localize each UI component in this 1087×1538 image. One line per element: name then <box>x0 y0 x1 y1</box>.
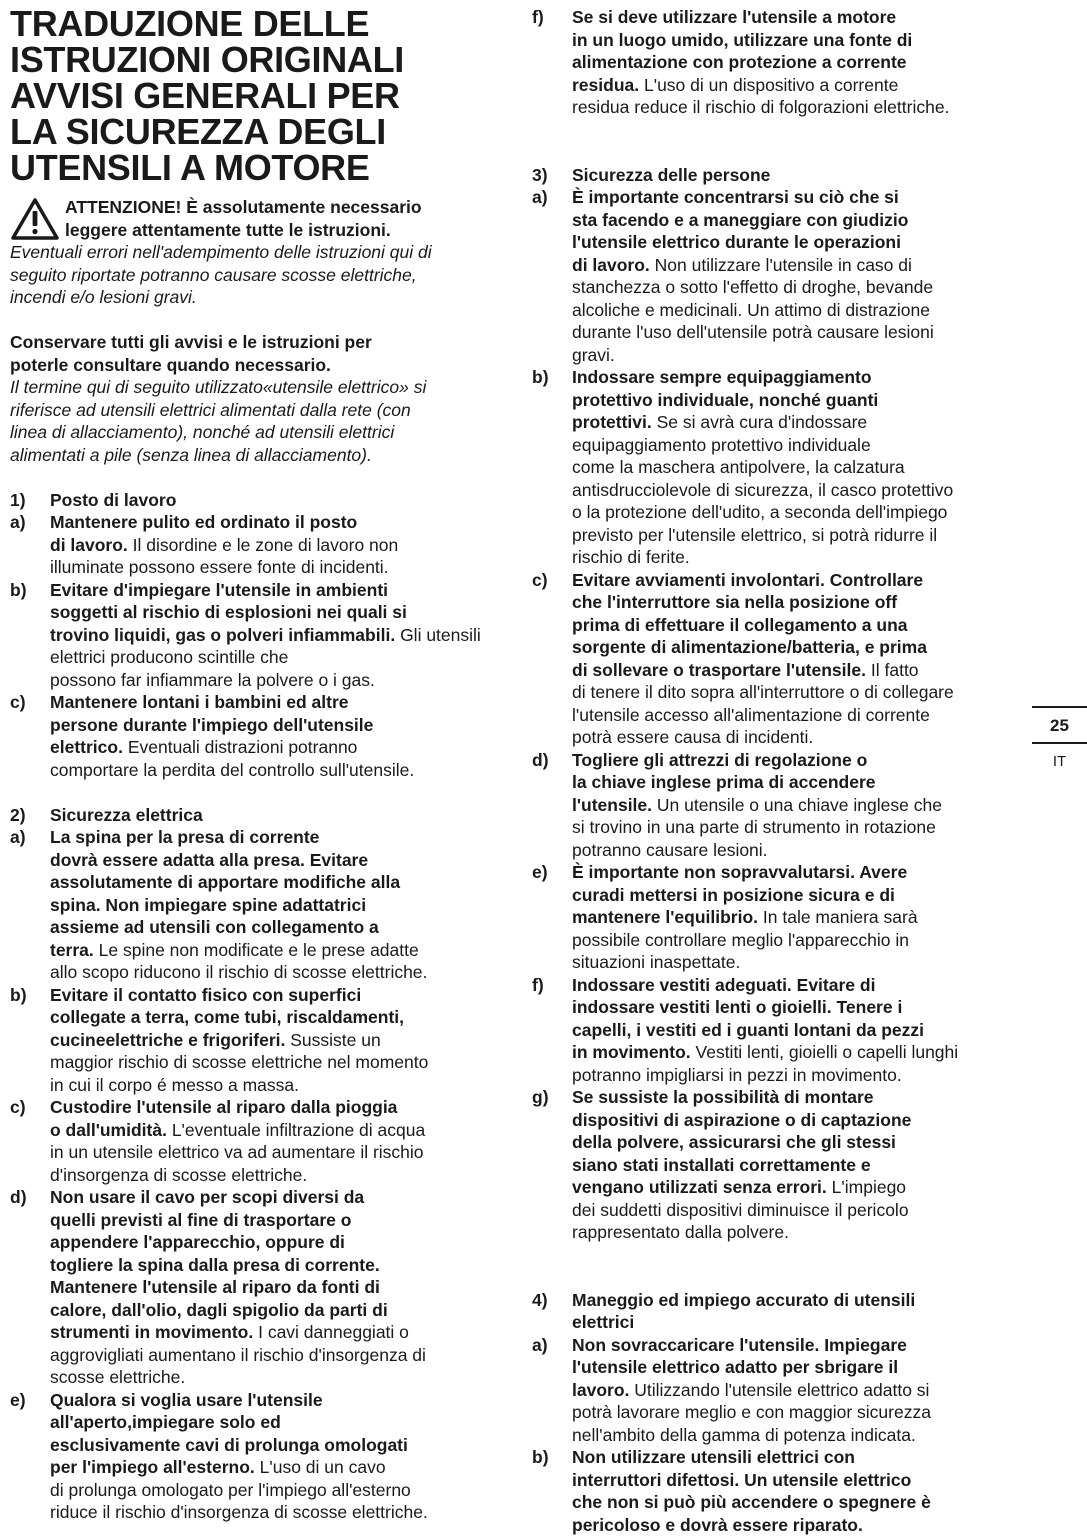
item-body-text: potrà essere causa di incidenti. <box>572 727 814 747</box>
item-line <box>572 456 1017 479</box>
left-column <box>10 3 498 1524</box>
instruction-item <box>532 861 1017 974</box>
item-bold-text: Non sovraccaricare l'utensile. Impiegare <box>572 1334 907 1355</box>
item-body-text: o la protezione dell'udito, a seconda dell'impiego <box>572 502 948 522</box>
section-heading <box>10 489 498 512</box>
item-line <box>572 1491 1017 1514</box>
item-bold-text: interruttori difettosi. Un utensile elettrico <box>572 1469 912 1490</box>
item-bold-text: esclusivamente cavi di prolunga omologati <box>50 1434 408 1455</box>
item-bold-text: Mantenere lontani i bambini ed altre <box>50 692 349 712</box>
item-line <box>50 1344 498 1367</box>
item-bold-text: alimentazione con protezione a corrente <box>572 52 907 72</box>
item-bold-text: spina. Non impiegare spine adattatrici <box>50 894 367 915</box>
item-line <box>572 1041 1017 1064</box>
instruction-item <box>532 974 1017 1087</box>
item-line <box>50 1029 498 1052</box>
item-line <box>50 1119 498 1142</box>
item-label: c) <box>10 1097 26 1117</box>
item-bold-text: terra. <box>50 939 94 960</box>
item-line <box>572 411 1017 434</box>
item-bold-text: Togliere gli attrezzi di regolazione o <box>572 749 868 770</box>
page-side-tab <box>1032 706 1087 772</box>
item-line <box>50 1141 498 1164</box>
item-body-text: Le spine non modificate e le prese adatte <box>98 939 419 960</box>
section-title: elettrici <box>572 1312 635 1332</box>
item-body-text: riduce il rischio d'insorgenza di scosse elettriche. <box>50 1502 428 1522</box>
item-bold-text: sorgente di alimentazione/batteria, e prima <box>572 637 927 657</box>
item-bold-text: sta facendo e a maneggiare con giudizio <box>572 209 909 230</box>
section-number: 3) <box>532 164 548 185</box>
item-line <box>50 691 498 714</box>
item-bold-text: collegate a terra, come tubi, riscaldamenti, <box>50 1007 405 1027</box>
item-bold-text: protettivo individuale, nonché guanti <box>572 389 879 410</box>
item-body-text: nell'ambito della gamma di potenza indicata. <box>572 1424 916 1445</box>
item-line <box>572 636 1017 659</box>
item-body-text: situazioni inaspettate. <box>572 952 741 972</box>
item-line <box>50 849 498 872</box>
item-line <box>50 894 498 917</box>
item-line <box>572 681 1017 704</box>
item-line <box>572 1334 1017 1357</box>
instruction-item <box>10 579 498 692</box>
instruction-item <box>532 6 1017 119</box>
item-bold-text: calore, dall'olio, dagli spigolio da parti di <box>50 1299 388 1320</box>
item-line <box>50 579 498 602</box>
item-body-text: equipaggiamento protettivo individuale <box>572 434 871 455</box>
item-bold-text: di sollevare o trasportare l'utensile. <box>572 659 866 680</box>
item-line <box>50 1411 498 1434</box>
item-line <box>50 1164 498 1187</box>
item-line <box>50 961 498 984</box>
section-number: 1) <box>10 489 26 510</box>
item-bold-text: dispositivi di aspirazione o di captazione <box>572 1109 912 1130</box>
item-body-text: dei suddetti dispositivi diminuisce il pericolo <box>572 1199 909 1220</box>
item-line <box>572 344 1017 367</box>
item-line <box>50 1254 498 1277</box>
item-line <box>572 1379 1017 1402</box>
item-line <box>50 1321 498 1344</box>
item-line <box>572 1109 1017 1132</box>
item-line <box>50 1434 498 1457</box>
item-line <box>572 906 1017 929</box>
item-bold-text: togliere la spina dalla presa di corrente. <box>50 1254 380 1275</box>
item-line <box>572 524 1017 547</box>
item-bold-text: residua. <box>572 74 640 95</box>
item-line <box>572 1131 1017 1154</box>
instruction-item <box>10 1186 498 1389</box>
item-line <box>572 254 1017 277</box>
item-bold-text: soggetti al rischio di esplosioni nei quali si <box>50 602 407 622</box>
item-label: a) <box>532 187 548 207</box>
title-line: AVVISI GENERALI PER <box>10 75 400 116</box>
item-line <box>50 714 498 737</box>
item-line <box>572 974 1017 997</box>
item-line <box>50 624 498 669</box>
item-body-text: scosse elettriche. <box>50 1367 186 1387</box>
item-line <box>50 826 498 849</box>
item-bold-text: in un luogo umido, utilizzare una fonte di <box>572 29 913 50</box>
item-bold-text: curadi mettersi in posizione sicura e di <box>572 884 895 905</box>
item-line <box>572 1086 1017 1109</box>
item-line <box>572 479 1017 502</box>
item-bold-text: appendere l'apparecchio, oppure di <box>50 1232 345 1252</box>
item-body-text: potrà lavorare meglio e con maggior sicurezza <box>572 1402 931 1422</box>
section-heading <box>10 804 498 827</box>
item-body-text: potranno impigliarsi in pezzi in movimento. <box>572 1064 902 1085</box>
item-line <box>50 534 498 557</box>
item-line <box>572 321 1017 344</box>
keep-instructions-block: Conservare tutti gli avvisi e le istruzioni per poterle consultare quando necessario. Il termine qui di seguito utilizzato«utensile elettrico» si riferisce ad utensili elettrici alimentati dalla rete (con linea di allacciamento), nonché ad utensili elettrici alimentati a pile (senza linea di allacciamento). <box>10 332 427 465</box>
instruction-item <box>532 569 1017 749</box>
section-title: Sicurezza delle persone <box>572 164 771 185</box>
item-bold-text: Evitare avviamenti involontari. Controllare <box>572 569 924 590</box>
item-bold-text: pericoloso e dovrà essere riparato. <box>572 1514 863 1535</box>
item-line <box>572 276 1017 299</box>
warning-block <box>10 196 498 309</box>
item-line <box>572 929 1017 952</box>
item-body-text: L'uso di un dispositivo a corrente <box>644 74 899 95</box>
item-body-text: Gli utensili elettrici producono scintille che <box>50 624 481 667</box>
item-line <box>50 1074 498 1097</box>
item-line <box>572 546 1017 569</box>
item-body-text: Il disordine e le zone di lavoro non <box>132 534 399 555</box>
item-bold-text: assolutamente di apportare modifiche alla <box>50 872 401 892</box>
item-bold-text: all'aperto,impiegare solo ed <box>50 1412 281 1432</box>
item-body-text: In tale maniera sarà <box>762 907 918 927</box>
item-bold-text: per l'impiego all'esterno. <box>50 1457 255 1477</box>
item-line <box>50 1299 498 1322</box>
item-body-text: rischio di ferite. <box>572 547 690 567</box>
warning-bold-text: ATTENZIONE! È assolutamente necessario leggere attentamente tutte le istruzioni. <box>65 197 422 240</box>
instruction-item <box>532 366 1017 569</box>
item-line <box>572 816 1017 839</box>
item-line <box>572 569 1017 592</box>
item-line <box>572 96 1017 119</box>
item-line <box>50 1051 498 1074</box>
item-line <box>572 299 1017 322</box>
item-body-text: possono far infiammare la polvere o i gas. <box>50 669 375 690</box>
item-body-text: L'uso di un cavo <box>259 1457 386 1477</box>
item-bold-text: Se si deve utilizzare l'utensile a motore <box>572 7 897 27</box>
item-line <box>50 1389 498 1412</box>
item-line <box>572 884 1017 907</box>
instruction-item <box>10 984 498 1097</box>
title-line: UTENSILI A MOTORE <box>10 147 370 188</box>
item-line <box>572 614 1017 637</box>
item-body-text: L'eventuale infiltrazione di acqua <box>171 1119 426 1140</box>
section-electrical-safety <box>10 804 498 1524</box>
item-line <box>50 984 498 1007</box>
language-code: IT <box>1052 753 1067 770</box>
item-line <box>50 1366 498 1389</box>
item-bold-text: Se sussiste la possibilità di montare <box>572 1087 874 1107</box>
item-bold-text: quelli previsti al fine di trasportare o <box>50 1209 352 1230</box>
item-line <box>572 1424 1017 1447</box>
item-bold-text: protettivi. <box>572 412 652 432</box>
item-bold-text: elettrico. <box>50 737 123 757</box>
instruction-item <box>10 826 498 984</box>
item-bold-text: mantenere l'equilibrio. <box>572 907 759 927</box>
item-label: b) <box>532 1447 549 1467</box>
item-body-text: durante l'uso dell'utensile potrà causare lesioni <box>572 322 934 342</box>
item-line <box>50 669 498 692</box>
item-bold-text: trovino liquidi, gas o polveri infiammabili. <box>50 624 396 645</box>
item-line <box>572 389 1017 412</box>
item-body-text: di tenere il dito sopra all'interruttore o di collegare <box>572 682 954 702</box>
item-body-text: Il fatto <box>870 659 919 680</box>
item-bold-text: l'utensile. <box>572 794 653 815</box>
title-line: ISTRUZIONI ORIGINALI <box>10 39 404 80</box>
item-bold-text: Evitare d'impiegare l'utensile in ambienti <box>50 579 389 600</box>
item-bold-text: o dall'umidità. <box>50 1119 167 1140</box>
item-body-text: rappresentato dalla polvere. <box>572 1222 789 1242</box>
item-body-text: maggior rischio di scosse elettriche nel momento <box>50 1052 429 1072</box>
item-line <box>572 1356 1017 1379</box>
item-bold-text: strumenti in movimento. <box>50 1322 254 1342</box>
item-line <box>50 1096 498 1119</box>
item-line <box>572 74 1017 97</box>
item-bold-text: Indossare vestiti adeguati. Evitare di <box>572 974 876 995</box>
item-label: c) <box>10 692 26 712</box>
item-body-text: possibile controllare meglio l'apparecchio in <box>572 929 909 950</box>
item-line <box>572 996 1017 1019</box>
item-bold-text: È importante non sopravvalutarsi. Avere <box>572 862 908 882</box>
section-personal-safety <box>532 164 1017 1244</box>
item-line <box>572 704 1017 727</box>
instruction-item <box>10 1096 498 1186</box>
item-line <box>50 511 498 534</box>
item-bold-text: in movimento. <box>572 1042 691 1062</box>
item-bold-text: dovrà essere adatta alla presa. Evitare <box>50 849 369 870</box>
item-body-text: Vestiti lenti, gioielli o capelli lunghi <box>695 1042 959 1062</box>
item-body-text: Un utensile o una chiave inglese che <box>656 794 942 815</box>
item-line <box>572 366 1017 389</box>
section-electrical-safety-continued <box>532 6 1017 119</box>
item-bold-text: che non si può più accendere o spegnere è <box>572 1492 931 1512</box>
item-line <box>572 1199 1017 1222</box>
item-bold-text: siano stati installati correttamente e <box>572 1154 871 1175</box>
item-label: d) <box>532 749 549 770</box>
item-line <box>572 591 1017 614</box>
item-label: f) <box>532 7 544 27</box>
item-body-text: Sussiste un <box>290 1029 381 1050</box>
item-label: f) <box>532 974 544 995</box>
item-line <box>572 659 1017 682</box>
item-line <box>572 231 1017 254</box>
instruction-item <box>532 1334 1017 1447</box>
item-body-text: come la maschera antipolvere, la calzatura <box>572 457 905 477</box>
item-body-text: d'insorgenza di scosse elettriche. <box>50 1164 308 1185</box>
item-bold-text: Mantenere pulito ed ordinato il posto <box>50 512 358 532</box>
item-bold-text: persone durante l'impiego dell'utensile <box>50 714 374 735</box>
section-tool-handling <box>532 1289 1017 1537</box>
item-line <box>50 1501 498 1524</box>
section-number: 4) <box>532 1289 548 1310</box>
item-line <box>572 186 1017 209</box>
item-bold-text: Non usare il cavo per scopi diversi da <box>50 1187 365 1207</box>
item-line <box>572 1514 1017 1537</box>
item-line <box>572 1401 1017 1424</box>
instruction-item <box>10 691 498 781</box>
instruction-item <box>532 749 1017 862</box>
item-line <box>50 1479 498 1502</box>
item-bold-text: La spina per la presa di corrente <box>50 827 320 847</box>
item-line <box>50 1456 498 1479</box>
item-label: b) <box>10 579 27 600</box>
item-label: a) <box>532 1334 548 1355</box>
item-bold-text: Custodire l'utensile al riparo dalla pioggia <box>50 1097 398 1117</box>
item-label: d) <box>10 1187 27 1207</box>
item-body-text: aggrovigliati aumentano il rischio d'insorgenza di <box>50 1344 426 1365</box>
item-bold-text: che l'interruttore sia nella posizione off <box>572 592 898 612</box>
item-bold-text: l'utensile elettrico adatto per sbrigare il <box>572 1357 899 1377</box>
item-line <box>572 1469 1017 1492</box>
item-label: b) <box>532 367 549 387</box>
item-body-text: in un utensile elettrico va ad aumentare il rischio <box>50 1142 424 1162</box>
item-bold-text: È importante concentrarsi su ciò che si <box>572 187 899 207</box>
item-body-text: comportare la perdita del controllo sull'utensile. <box>50 759 415 780</box>
item-body-text: antisdrucciolevole di sicurezza, il casco protettivo <box>572 479 954 500</box>
section-title: Maneggio ed impiego accurato di utensili <box>572 1289 916 1310</box>
instruction-item <box>532 1086 1017 1244</box>
page-title <box>10 3 498 188</box>
item-bold-text: della polvere, assicurarsi che gli stessi <box>572 1132 896 1152</box>
instruction-item <box>10 1389 498 1524</box>
item-body-text: Se si avrà cura d'indossare <box>656 412 868 432</box>
section-title: Sicurezza elettrica <box>50 804 203 825</box>
item-line <box>572 951 1017 974</box>
section-title: Posto di lavoro <box>50 489 177 510</box>
section-number: 2) <box>10 804 26 825</box>
item-bold-text: prima di effettuare il collegamento a una <box>572 614 908 635</box>
item-line <box>572 726 1017 749</box>
item-bold-text: Indossare sempre equipaggiamento <box>572 367 872 387</box>
item-line <box>572 51 1017 74</box>
item-line <box>572 794 1017 817</box>
item-body-text: Eventuali distrazioni potranno <box>127 737 358 757</box>
instruction-item <box>532 186 1017 366</box>
warning-italic-text: Eventuali errori nell'adempimento delle istruzioni qui di seguito riportate potranno causare scosse elettriche, incendi e/o lesioni gravi. <box>10 242 432 307</box>
item-label: e) <box>10 1389 26 1410</box>
item-bold-text: Non utilizzare utensili elettrici con <box>572 1447 855 1467</box>
title-line: TRADUZIONE DELLE <box>10 3 370 44</box>
item-line <box>572 209 1017 232</box>
item-line <box>572 771 1017 794</box>
item-line <box>572 839 1017 862</box>
item-body-text: Non utilizzare l'utensile in caso di <box>654 254 912 275</box>
item-line <box>50 1186 498 1209</box>
item-line <box>50 759 498 782</box>
item-label: g) <box>532 1087 549 1107</box>
item-body-text: I cavi danneggiati o <box>258 1322 409 1342</box>
item-body-text: potranno causare lesioni. <box>572 839 768 860</box>
instruction-item <box>10 511 498 579</box>
item-label: c) <box>532 569 548 590</box>
item-line <box>50 601 498 624</box>
item-body-text: di prolunga omologato per l'impiego all'esterno <box>50 1479 411 1500</box>
item-bold-text: la chiave inglese prima di accendere <box>572 772 876 792</box>
item-body-text: L'impiego <box>831 1177 907 1197</box>
item-bold-text: l'utensile elettrico durante le operazioni <box>572 232 901 252</box>
item-body-text: gravi. <box>572 344 615 365</box>
item-line <box>572 861 1017 884</box>
item-line <box>50 736 498 759</box>
item-line <box>572 1154 1017 1177</box>
item-bold-text: capelli, i vestiti ed i guanti lontani da pezzi <box>572 1019 925 1040</box>
item-line <box>572 1019 1017 1042</box>
item-line <box>572 434 1017 457</box>
item-label: e) <box>532 862 548 882</box>
section-workplace <box>10 489 498 782</box>
item-bold-text: indossare vestiti lenti o gioielli. Tenere i <box>572 997 903 1017</box>
item-body-text: in cui il corpo é messo a massa. <box>50 1074 299 1095</box>
item-bold-text: di lavoro. <box>572 254 650 275</box>
page-number: 25 <box>1050 716 1069 735</box>
section-heading <box>532 164 1017 187</box>
item-line <box>50 556 498 579</box>
item-line <box>572 1221 1017 1244</box>
item-line <box>50 1231 498 1254</box>
section-heading <box>532 1289 1017 1334</box>
item-body-text: si trovino in una parte di strumento in rotazione <box>572 817 936 837</box>
item-bold-text: Mantenere l'utensile al riparo da fonti di <box>50 1277 380 1297</box>
right-column <box>532 6 1017 1536</box>
item-bold-text: cucineelettriche e frigoriferi. <box>50 1029 286 1050</box>
item-body-text: illuminate possono essere fonte di incidenti. <box>50 557 389 577</box>
item-line <box>572 1446 1017 1469</box>
item-line <box>50 1276 498 1299</box>
item-label: a) <box>10 512 26 532</box>
item-line <box>50 871 498 894</box>
title-line: LA SICUREZZA DEGLI <box>10 111 386 152</box>
item-line <box>50 1209 498 1232</box>
item-body-text: allo scopo riducono il rischio di scosse elettriche. <box>50 962 428 982</box>
item-body-text: alcoliche e medicinali. Un attimo di distrazione <box>572 299 930 320</box>
item-bold-text: lavoro. <box>572 1379 630 1400</box>
item-body-text: stanchezza o sotto l'effetto di droghe, bevande <box>572 277 934 297</box>
item-body-text: Utilizzando l'utensile elettrico adatto si <box>634 1379 930 1400</box>
warning-triangle-icon <box>10 197 60 241</box>
item-line <box>572 29 1017 52</box>
item-body-text: residua reduce il rischio di folgorazioni elettriche. <box>572 97 950 117</box>
item-body-text: previsto per l'utensile elettrico, si potrà ridurre il <box>572 524 938 545</box>
item-bold-text: assieme ad utensili con collegamento a <box>50 917 379 937</box>
item-line <box>572 1176 1017 1199</box>
item-line <box>572 1064 1017 1087</box>
item-line <box>572 6 1017 29</box>
item-body-text: l'utensile accesso all'alimentazione di corrente <box>572 704 930 725</box>
item-line <box>50 1006 498 1029</box>
instruction-item <box>532 1446 1017 1536</box>
item-line <box>50 916 498 939</box>
item-bold-text: Qualora si voglia usare l'utensile <box>50 1389 323 1410</box>
item-line <box>50 939 498 962</box>
item-label: a) <box>10 827 26 847</box>
item-line <box>572 501 1017 524</box>
item-line <box>572 749 1017 772</box>
item-bold-text: Evitare il contatto fisico con superfici <box>50 984 362 1005</box>
item-label: b) <box>10 984 27 1005</box>
item-bold-text: di lavoro. <box>50 534 128 555</box>
item-bold-text: vengano utilizzati senza errori. <box>572 1177 827 1197</box>
